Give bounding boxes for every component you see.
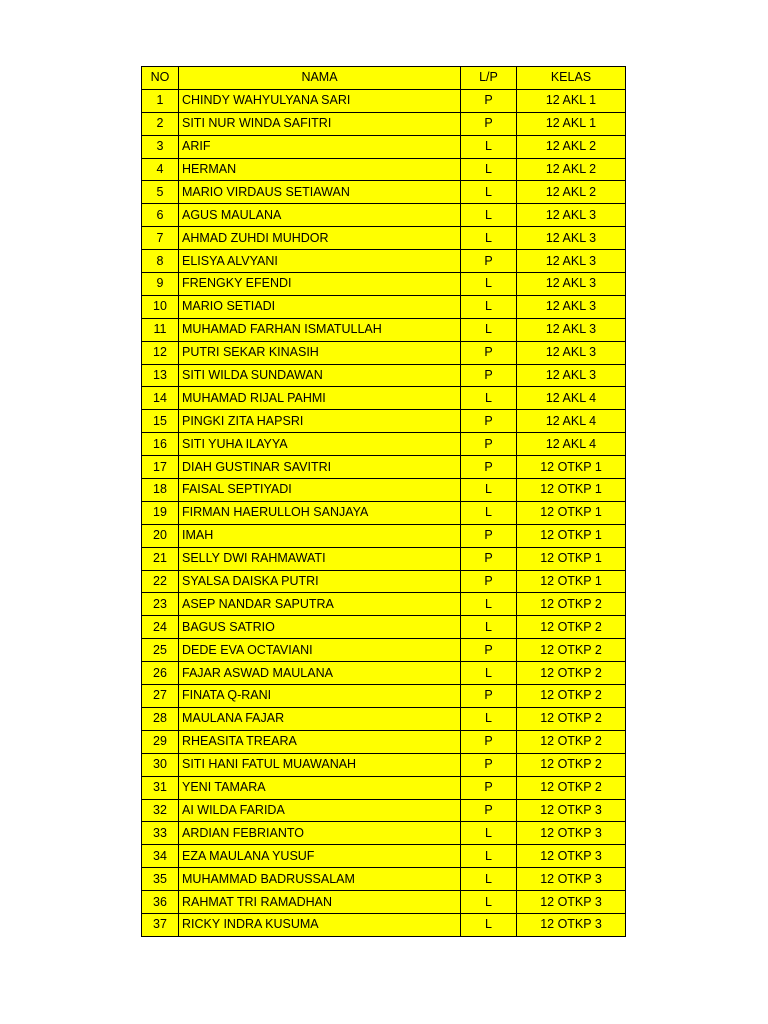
cell-nama: RAHMAT TRI RAMADHAN [179,891,461,914]
cell-lp: P [461,570,517,593]
cell-nama: ASEP NANDAR SAPUTRA [179,593,461,616]
cell-lp: L [461,227,517,250]
table-row [142,845,626,868]
cell-lp: L [461,868,517,891]
cell-nama: BAGUS SATRIO [179,616,461,639]
cell-lp: L [461,158,517,181]
cell-lp: L [461,181,517,204]
cell-kelas: 12 OTKP 1 [517,456,626,479]
cell-lp: P [461,639,517,662]
cell-kelas: 12 OTKP 3 [517,799,626,822]
cell-nama: DIAH GUSTINAR SAVITRI [179,456,461,479]
cell-nama: YENI TAMARA [179,776,461,799]
cell-nama: PUTRI SEKAR KINASIH [179,341,461,364]
cell-kelas: 12 OTKP 1 [517,524,626,547]
cell-no: 4 [142,158,179,181]
cell-no: 18 [142,479,179,502]
cell-lp: L [461,593,517,616]
cell-no: 27 [142,685,179,708]
table-row [142,387,626,410]
table-row [142,250,626,273]
cell-lp: L [461,707,517,730]
cell-lp: L [461,135,517,158]
cell-no: 20 [142,524,179,547]
table-row [142,639,626,662]
cell-nama: ELISYA ALVYANI [179,250,461,273]
cell-no: 34 [142,845,179,868]
cell-no: 10 [142,295,179,318]
cell-nama: SYALSA DAISKA PUTRI [179,570,461,593]
table-row [142,730,626,753]
cell-kelas: 12 AKL 4 [517,410,626,433]
header-lp: L/P [461,67,517,90]
table-row [142,341,626,364]
cell-no: 36 [142,891,179,914]
cell-lp: L [461,295,517,318]
table-row [142,593,626,616]
cell-nama: MARIO SETIADI [179,295,461,318]
cell-lp: L [461,479,517,502]
cell-kelas: 12 OTKP 3 [517,822,626,845]
cell-lp: P [461,776,517,799]
cell-nama: FAJAR ASWAD MAULANA [179,662,461,685]
cell-lp: L [461,845,517,868]
cell-kelas: 12 AKL 3 [517,227,626,250]
cell-lp: P [461,341,517,364]
header-kelas: KELAS [517,67,626,90]
cell-kelas: 12 OTKP 2 [517,639,626,662]
table-row [142,227,626,250]
table-row [142,135,626,158]
cell-nama: FINATA Q-RANI [179,685,461,708]
cell-kelas: 12 OTKP 1 [517,479,626,502]
cell-no: 24 [142,616,179,639]
cell-nama: SITI NUR WINDA SAFITRI [179,112,461,135]
cell-nama: SELLY DWI RAHMAWATI [179,547,461,570]
cell-lp: P [461,112,517,135]
cell-no: 19 [142,501,179,524]
cell-nama: FRENGKY EFENDI [179,273,461,296]
cell-no: 25 [142,639,179,662]
table-row [142,501,626,524]
cell-no: 15 [142,410,179,433]
cell-nama: EZA MAULANA YUSUF [179,845,461,868]
cell-no: 14 [142,387,179,410]
cell-lp: P [461,753,517,776]
cell-kelas: 12 OTKP 2 [517,616,626,639]
table-row [142,616,626,639]
cell-lp: P [461,524,517,547]
cell-nama: FAISAL SEPTIYADI [179,479,461,502]
table-row [142,204,626,227]
cell-no: 22 [142,570,179,593]
cell-kelas: 12 OTKP 2 [517,776,626,799]
student-table [141,66,626,937]
cell-no: 29 [142,730,179,753]
cell-kelas: 12 OTKP 2 [517,753,626,776]
cell-no: 31 [142,776,179,799]
cell-lp: L [461,913,517,936]
cell-nama: DEDE EVA OCTAVIANI [179,639,461,662]
table-row [142,891,626,914]
cell-kelas: 12 OTKP 2 [517,730,626,753]
table-row [142,685,626,708]
cell-nama: PINGKI ZITA HAPSRI [179,410,461,433]
cell-lp: L [461,387,517,410]
cell-kelas: 12 AKL 3 [517,295,626,318]
cell-kelas: 12 OTKP 3 [517,891,626,914]
cell-kelas: 12 OTKP 1 [517,547,626,570]
cell-kelas: 12 AKL 4 [517,387,626,410]
table-row [142,753,626,776]
table-row [142,524,626,547]
table-row [142,479,626,502]
cell-kelas: 12 OTKP 3 [517,845,626,868]
cell-kelas: 12 AKL 3 [517,250,626,273]
cell-kelas: 12 AKL 3 [517,364,626,387]
cell-no: 5 [142,181,179,204]
cell-kelas: 12 AKL 2 [517,135,626,158]
cell-no: 21 [142,547,179,570]
cell-lp: P [461,730,517,753]
cell-nama: MUHAMAD FARHAN ISMATULLAH [179,318,461,341]
table-row [142,295,626,318]
table-row [142,913,626,936]
cell-no: 9 [142,273,179,296]
cell-no: 2 [142,112,179,135]
cell-kelas: 12 AKL 2 [517,181,626,204]
cell-nama: AGUS MAULANA [179,204,461,227]
cell-no: 1 [142,89,179,112]
cell-kelas: 12 AKL 1 [517,112,626,135]
cell-no: 33 [142,822,179,845]
cell-no: 30 [142,753,179,776]
table-row [142,776,626,799]
cell-lp: P [461,547,517,570]
cell-lp: P [461,456,517,479]
header-row [142,67,626,90]
cell-kelas: 12 OTKP 1 [517,501,626,524]
table-row [142,547,626,570]
cell-no: 6 [142,204,179,227]
cell-nama: ARDIAN FEBRIANTO [179,822,461,845]
cell-lp: L [461,891,517,914]
cell-nama: MAULANA FAJAR [179,707,461,730]
cell-lp: P [461,364,517,387]
cell-nama: HERMAN [179,158,461,181]
table-row [142,433,626,456]
cell-lp: L [461,204,517,227]
cell-lp: P [461,433,517,456]
table-row [142,799,626,822]
cell-nama: FIRMAN HAERULLOH SANJAYA [179,501,461,524]
table-row [142,181,626,204]
table-row [142,318,626,341]
cell-kelas: 12 AKL 3 [517,341,626,364]
cell-no: 11 [142,318,179,341]
table-row [142,707,626,730]
cell-nama: RICKY INDRA KUSUMA [179,913,461,936]
cell-kelas: 12 OTKP 2 [517,685,626,708]
table-row [142,662,626,685]
cell-no: 26 [142,662,179,685]
cell-nama: MARIO VIRDAUS SETIAWAN [179,181,461,204]
cell-nama: CHINDY WAHYULYANA SARI [179,89,461,112]
cell-kelas: 12 AKL 1 [517,89,626,112]
cell-kelas: 12 OTKP 2 [517,707,626,730]
cell-no: 32 [142,799,179,822]
cell-kelas: 12 OTKP 1 [517,570,626,593]
cell-nama: AHMAD ZUHDI MUHDOR [179,227,461,250]
cell-kelas: 12 OTKP 3 [517,868,626,891]
cell-kelas: 12 AKL 3 [517,204,626,227]
table-row [142,364,626,387]
table-row [142,89,626,112]
cell-kelas: 12 OTKP 2 [517,662,626,685]
cell-kelas: 12 OTKP 3 [517,913,626,936]
cell-kelas: 12 OTKP 2 [517,593,626,616]
cell-no: 8 [142,250,179,273]
cell-lp: L [461,662,517,685]
table-row [142,570,626,593]
table-row [142,822,626,845]
cell-kelas: 12 AKL 4 [517,433,626,456]
header-nama: NAMA [179,67,461,90]
cell-no: 13 [142,364,179,387]
table-row [142,410,626,433]
cell-nama: SITI HANI FATUL MUAWANAH [179,753,461,776]
cell-no: 35 [142,868,179,891]
cell-no: 23 [142,593,179,616]
cell-lp: L [461,273,517,296]
cell-lp: L [461,616,517,639]
cell-nama: ARIF [179,135,461,158]
cell-no: 12 [142,341,179,364]
cell-no: 37 [142,913,179,936]
cell-lp: L [461,501,517,524]
cell-no: 16 [142,433,179,456]
cell-nama: AI WILDA FARIDA [179,799,461,822]
cell-lp: L [461,318,517,341]
table-row [142,112,626,135]
cell-nama: MUHAMMAD BADRUSSALAM [179,868,461,891]
table-row [142,456,626,479]
cell-nama: SITI WILDA SUNDAWAN [179,364,461,387]
cell-nama: IMAH [179,524,461,547]
cell-lp: P [461,799,517,822]
cell-lp: P [461,89,517,112]
cell-no: 17 [142,456,179,479]
table-row [142,158,626,181]
table-row [142,868,626,891]
cell-nama: SITI YUHA ILAYYA [179,433,461,456]
cell-no: 3 [142,135,179,158]
cell-no: 28 [142,707,179,730]
table-row [142,273,626,296]
cell-kelas: 12 AKL 2 [517,158,626,181]
cell-kelas: 12 AKL 3 [517,318,626,341]
cell-lp: L [461,822,517,845]
cell-lp: P [461,410,517,433]
cell-nama: MUHAMAD RIJAL PAHMI [179,387,461,410]
cell-lp: P [461,685,517,708]
cell-lp: P [461,250,517,273]
cell-no: 7 [142,227,179,250]
header-no: NO [142,67,179,90]
cell-kelas: 12 AKL 3 [517,273,626,296]
cell-nama: RHEASITA TREARA [179,730,461,753]
